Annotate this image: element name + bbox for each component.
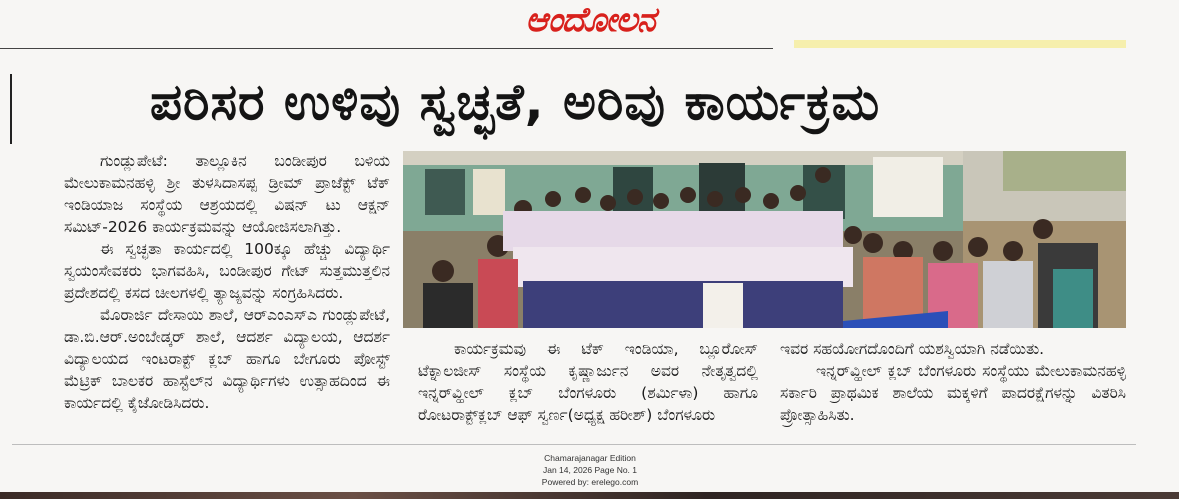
- article-headline: ಪರಿಸರ ಉಳಿವು ಸ್ವಚ್ಛತೆ, ಅರಿವು ಕಾರ್ಯಕ್ರಮ: [150, 73, 881, 131]
- group-photo-icon: [403, 151, 1126, 328]
- paragraph: ಇನ್ನರ್‌ವ್ಹೀಲ್ ಕ್ಲಬ್ ಬೆಂಗಳೂರು ಸಂಸ್ಥೆಯು ಮೇಲುಕಾಮನಹಳ್ಳಿ ಸರ್ಕಾರಿ ಪ್ರಾಥಮಿಕ ಶಾಲೆಯ ಮಕ್ಕಳಿಗೆ ಪಾದರಕ್ಷೆಗಳನ್ನು ವಿತರಿಸಿ ಪ್ರೋತ್ಸಾಹಿಸಿತು.: [780, 362, 1126, 424]
- group-photo: [403, 151, 1126, 328]
- edition-date-page: Jan 14, 2026 Page No. 1: [542, 465, 638, 475]
- paragraph: ಈ ಸ್ವಚ್ಛತಾ ಕಾರ್ಯದಲ್ಲಿ 100ಕ್ಕೂ ಹೆಚ್ಚು ವಿದ್ಯಾರ್ಥಿ ಸ್ವಯಂಸೇವಕರು ಭಾಗವಹಿಸಿ, ಬಂಡೀಪುರ ಗೇಟ್ ಸುತ್ತಮುತ್ತಲಿನ ಪ್ರದೇಶದಲ್ಲಿ ಕಸದ ಚೀಲಗಳಲ್ಲಿ ತ್ಯಾಜ್ಯವನ್ನು ಸಂಗ್ರಹಿಸಿದರು.: [64, 240, 390, 302]
- paragraph: ಕಾರ್ಯಕ್ರಮವು ಈ ಟೆಕ್ ಇಂಡಿಯಾ, ಬ್ಲೂರೋಸ್ ಟೆಕ್ನಾಲಜೀಸ್ ಸಂಸ್ಥೆಯ ಕೃಷ್ಣಾರ್ಜುನ ಅವರ ನೇತೃತ್ವದಲ್ಲಿ ಇನ್ನರ್‌ವ್ಹೀಲ್ ಕ್ಲಬ್ ಬೆಂಗಳೂರು (ಶರ್ಮಿಳಾ) ಹಾಗೂ ರೋಟರಾಕ್ಟ್‌ಕ್ಲಬ್ ಆಫ್ ಸ್ವರ್ಣ(ಅಧ್ಯಕ್ಷ ಹರೀಶ್) ಬೆಂಗಳೂರು: [418, 340, 758, 424]
- newspaper-logo: ಆಂದೋಲನ: [525, 0, 655, 40]
- masthead: [0, 0, 1179, 52]
- article-column-3: [780, 338, 1126, 428]
- edition-info: [470, 452, 710, 488]
- footer-divider: [12, 444, 1136, 445]
- powered-by-link[interactable]: Powered by: erelego.com: [541, 477, 639, 487]
- edition-name: Chamarajanagar Edition: [544, 453, 636, 463]
- masthead-rule: [0, 48, 773, 49]
- bottom-strip: [0, 492, 1179, 499]
- paragraph: ಇವರ ಸಹಯೋಗದೊಂದಿಗೆ ಯಶಸ್ವಿಯಾಗಿ ನಡೆಯಿತು.: [780, 340, 1045, 358]
- article-column-1: [64, 150, 390, 430]
- article-marker: [10, 74, 12, 144]
- paragraph: ಮೊರಾರ್ಜಿ ದೇಸಾಯಿ ಶಾಲೆ, ಆರ್‌ಎಂಎಸ್‌ಎ ಗುಂಡ್ಲುಪೇಟೆ, ಡಾ.ಬಿ.ಆರ್.ಅಂಬೇಡ್ಕರ್ ಶಾಲೆ, ಆದರ್ಶ ವಿದ್ಯಾಲಯ, ಆದರ್ಶ ವಿದ್ಯಾಲಯದ ಇಂಟರಾಕ್ಟ್ ಕ್ಲಬ್ ಹಾಗೂ ಬೇಗೂರು ಪೋಸ್ಟ್ ಮೆಟ್ರಿಕ್ ಬಾಲಕರ ಹಾಸ್ಟೆಲ್‌ನ ವಿದ್ಯಾರ್ಥಿಗಳು ಉತ್ಸಾಹದಿಂದ ಈ ಕಾರ್ಯದಲ್ಲಿ ಕೈಜೋಡಿಸಿದರು.: [64, 306, 390, 412]
- paragraph: ಗುಂಡ್ಲುಪೇಟೆ: ತಾಲ್ಲೂಕಿನ ಬಂಡೀಪುರ ಬಳಿಯ ಮೇಲುಕಾಮನಹಳ್ಳಿ ಶ್ರೀ ತುಳಸಿದಾಸಪ್ಪ ಡ್ರೀಮ್ ಪ್ರಾಜೆಕ್ಟ್ ಟೆಕ್ ಇಂಡಿಯಾಜ ಸಂಸ್ಥೆಯ ಆಶ್ರಯದಲ್ಲಿ ವಿಷನ್ ಟು ಆಕ್ಷನ್ ಸಮಿಟ್-2026 ಕಾರ್ಯಕ್ರಮವನ್ನು ಆಯೋಜಿಸಲಾಗಿತ್ತು.: [64, 152, 390, 236]
- article-column-2: [418, 338, 758, 428]
- masthead-highlight-bar: [794, 40, 1126, 48]
